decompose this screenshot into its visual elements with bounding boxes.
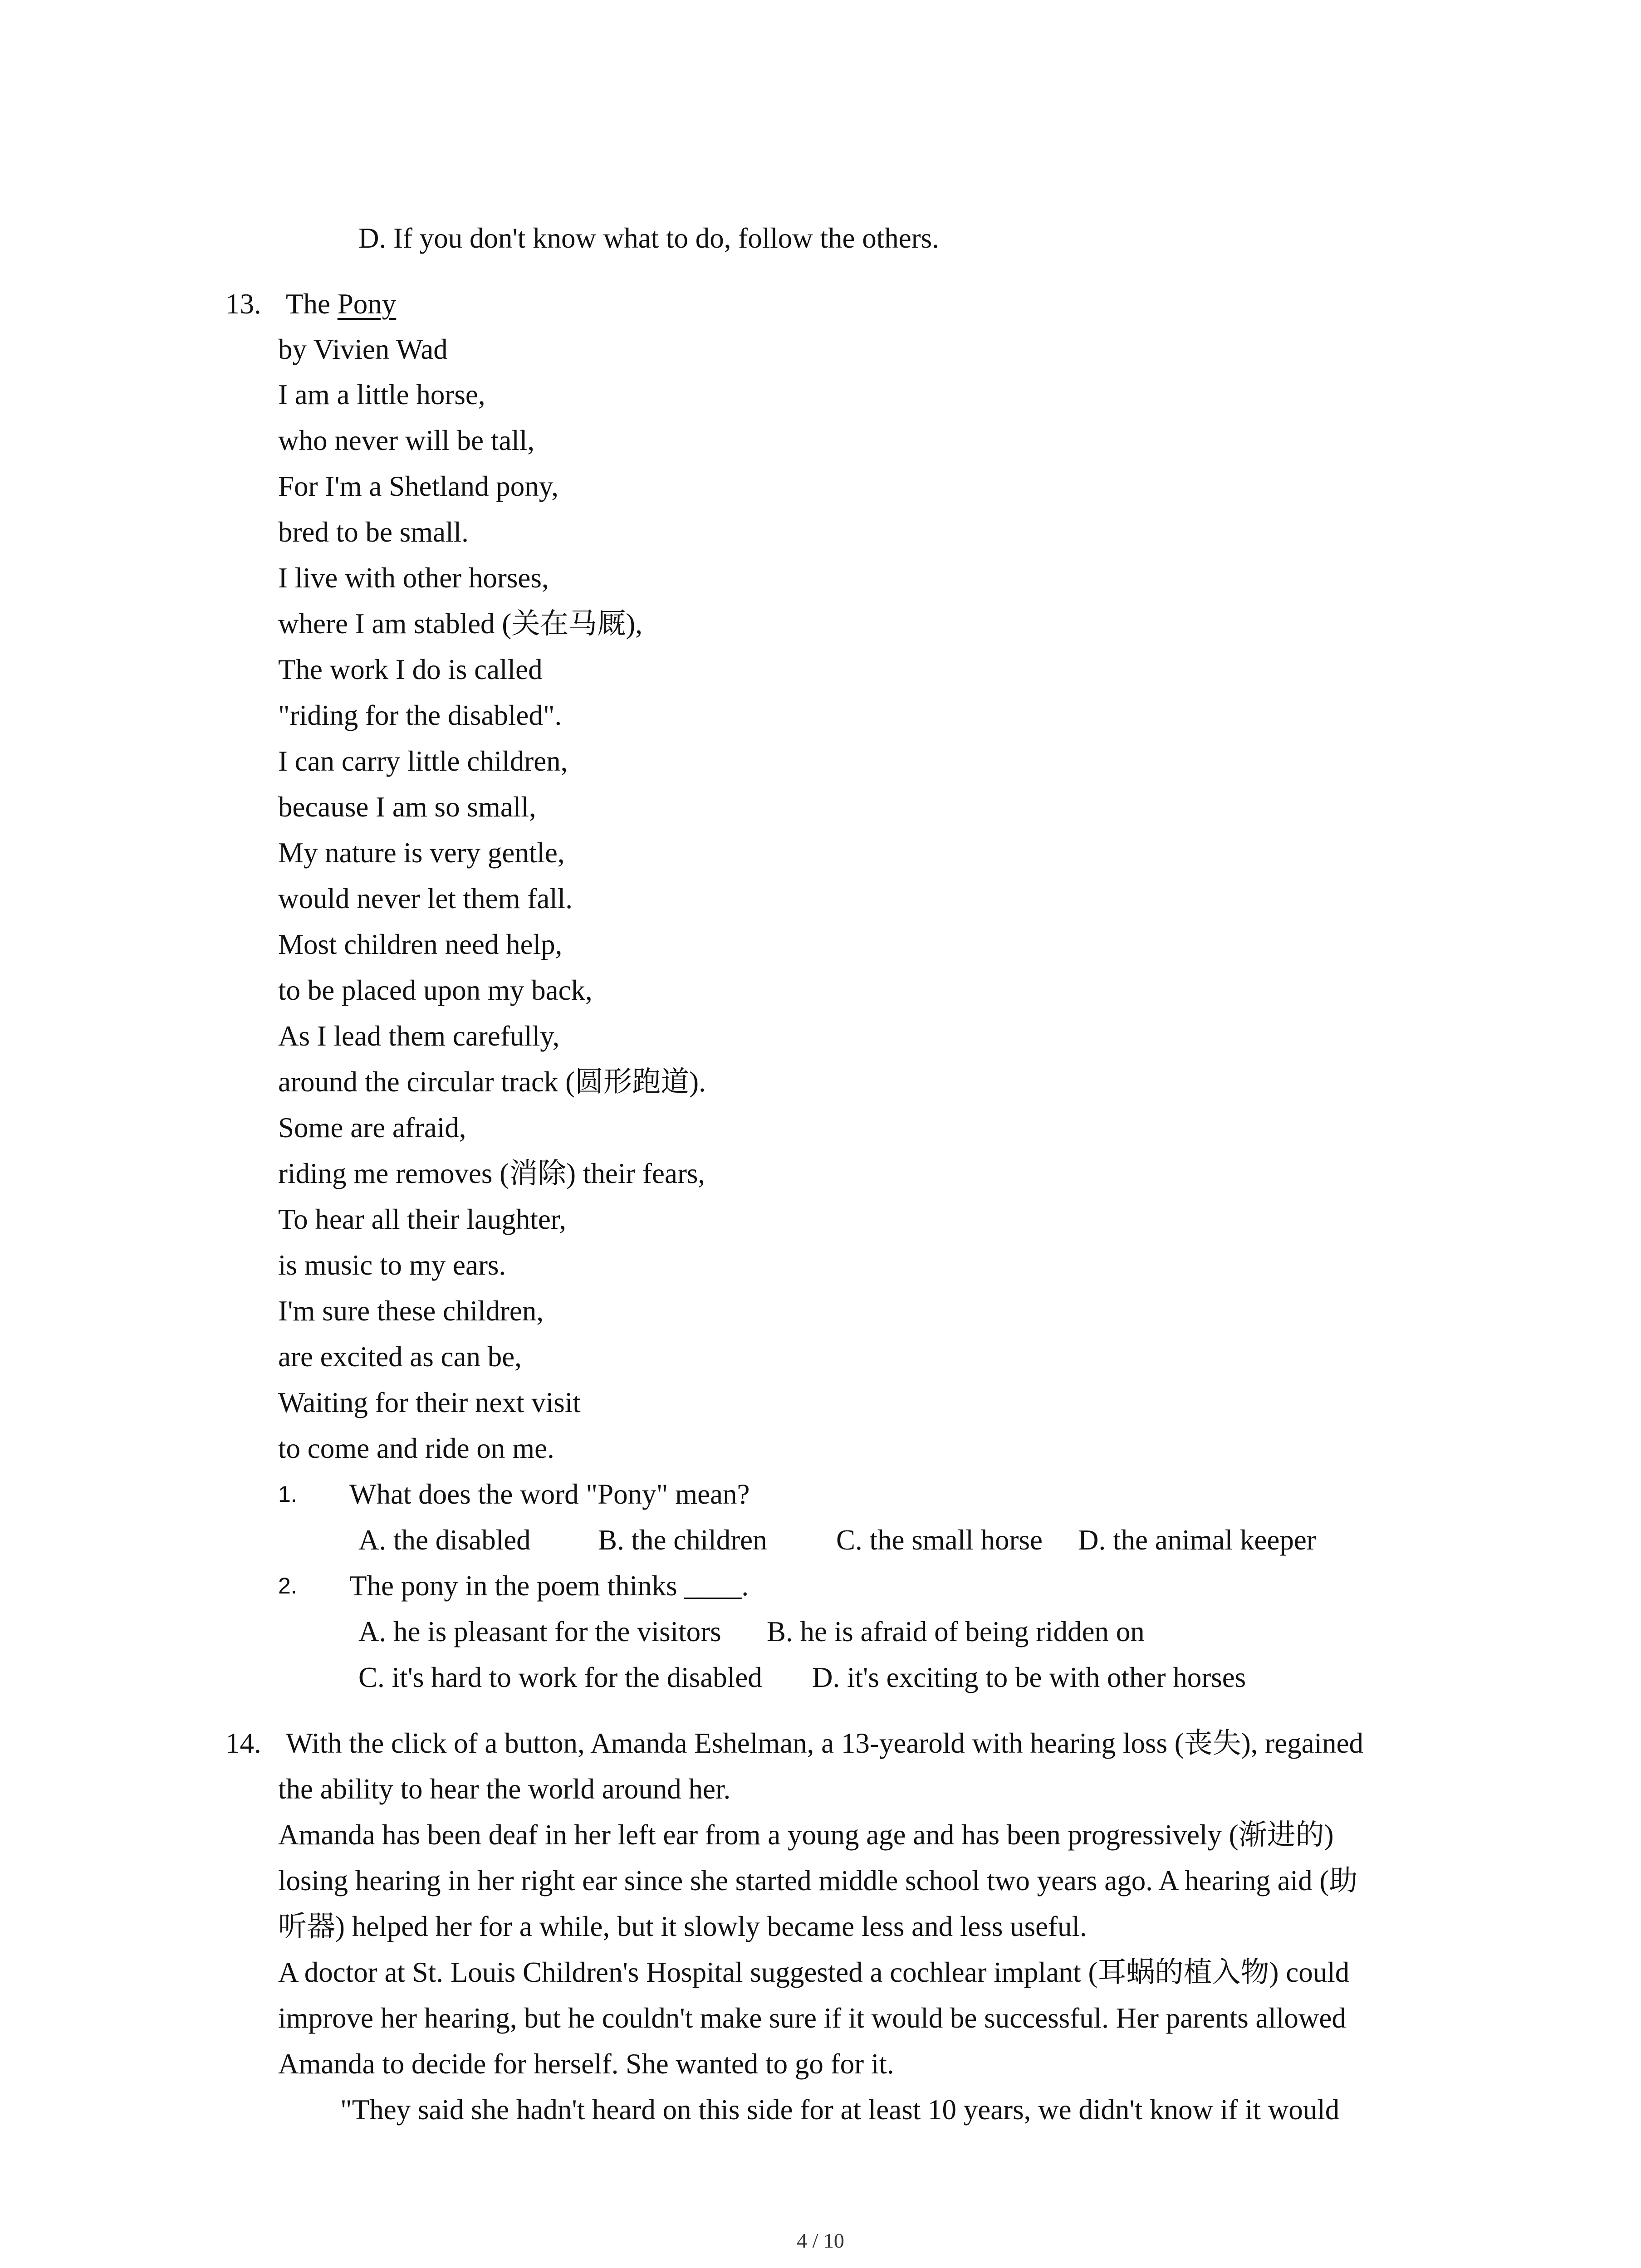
q13-sub2-number: 2. [278, 1573, 297, 1598]
q14-line: losing hearing in her right ear since she started middle school two years ago. A hearing aid (助 [278, 1865, 1358, 1897]
poem-line: Most children need help, [278, 929, 563, 960]
q14-number: 14. [225, 1727, 261, 1759]
q14-line: the ability to hear the world around her. [278, 1773, 731, 1805]
poem-line: bred to be small. [278, 516, 469, 548]
poem-line: I am a little horse, [278, 379, 485, 411]
q14-line: "They said she hadn't heard on this side for at least 10 years, we didn't know if it would [340, 2094, 1340, 2126]
poem-line: where I am stabled (关在马厩), [278, 608, 643, 640]
poem-line: I can carry little children, [278, 745, 568, 777]
poem-line: My nature is very gentle, [278, 837, 565, 869]
poem-line: "riding for the disabled". [278, 699, 562, 731]
q13-title-word: Pony [337, 288, 397, 320]
poem-line: I'm sure these children, [278, 1295, 544, 1327]
page-number: 4 / 10 [797, 2229, 844, 2252]
q12-option-d: D. If you don't know what to do, follow the others. [358, 222, 939, 254]
q13-sub1-text: What does the word "Pony" mean? [349, 1478, 750, 1510]
q13-sub2-option-a: A. he is pleasant for the visitors [358, 1616, 721, 1647]
poem-line: because I am so small, [278, 791, 536, 823]
q14-line: 听器) helped her for a while, but it slowly became less and less useful. [278, 1911, 1087, 1942]
q14-line: Amanda to decide for herself. She wanted to go for it. [278, 2048, 894, 2080]
poem-line: I live with other horses, [278, 562, 549, 594]
q13-title [286, 286, 396, 322]
poem-line: is music to my ears. [278, 1249, 506, 1281]
poem-line: Waiting for their next visit [278, 1387, 581, 1418]
poem-line: to be placed upon my back, [278, 974, 593, 1006]
poem-line: For I'm a Shetland pony, [278, 470, 558, 502]
q13-author: by Vivien Wad [278, 333, 448, 365]
q14-line: improve her hearing, but he couldn't make sure if it would be successful. Her parents allowed [278, 2002, 1346, 2034]
q13-sub1-option-d: D. the animal keeper [1078, 1524, 1316, 1556]
poem-line: The work I do is called [278, 654, 543, 685]
poem-line: riding me removes (消除) their fears, [278, 1158, 705, 1189]
poem-line: are excited as can be, [278, 1341, 522, 1373]
q13-sub1-number: 1. [278, 1481, 297, 1507]
poem-line: Some are afraid, [278, 1112, 466, 1144]
poem-line: would never let them fall. [278, 883, 573, 914]
poem-line: As I lead them carefully, [278, 1020, 560, 1052]
q13-sub1-option-b: B. the children [598, 1524, 767, 1556]
q14-line: With the click of a button, Amanda Eshelman, a 13-yearold with hearing loss (丧失), regained [286, 1727, 1364, 1759]
q14-line: A doctor at St. Louis Children's Hospital suggested a cochlear implant (耳蜗的植入物) could [278, 1956, 1350, 1988]
q13-sub1-option-a: A. the disabled [358, 1524, 531, 1556]
q13-sub2-text: The pony in the poem thinks ____. [349, 1570, 749, 1602]
q13-title-prefix: The [286, 288, 338, 320]
poem-line: around the circular track (圆形跑道). [278, 1066, 706, 1098]
q14-line: Amanda has been deaf in her left ear from a young age and has been progressively (渐进的) [278, 1819, 1334, 1851]
poem-line: who never will be tall, [278, 425, 535, 456]
q13-sub2-option-c: C. it's hard to work for the disabled [358, 1662, 762, 1693]
q13-sub2-option-d: D. it's exciting to be with other horses [812, 1662, 1246, 1693]
q13-sub2-option-b: B. he is afraid of being ridden on [767, 1616, 1145, 1647]
q13-number: 13. [225, 288, 261, 320]
poem-line: To hear all their laughter, [278, 1203, 567, 1235]
q13-sub1-option-c: C. the small horse [836, 1524, 1043, 1556]
poem-line: to come and ride on me. [278, 1432, 554, 1464]
